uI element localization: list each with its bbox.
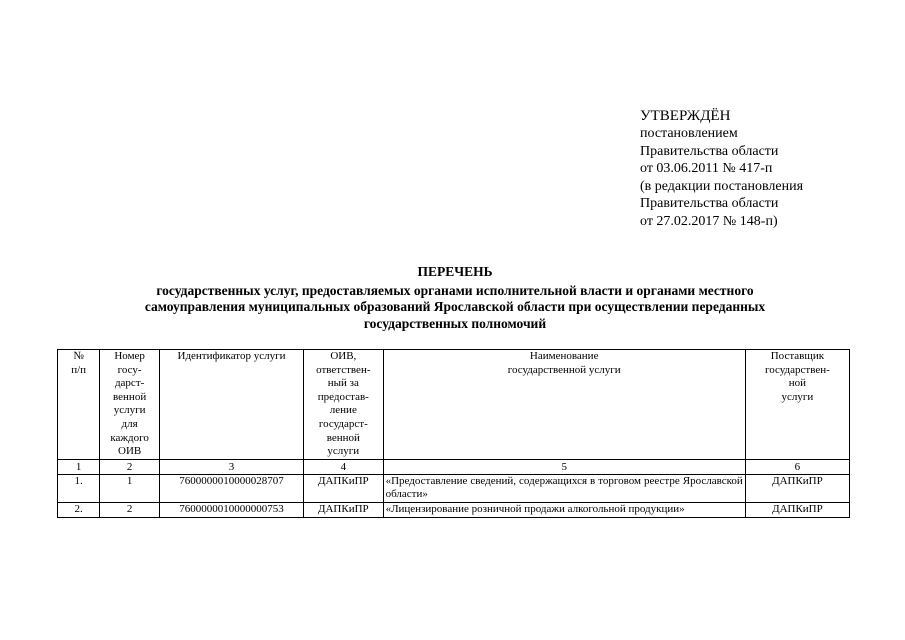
row-provider: ДАПКиПР [745, 502, 849, 517]
approval-line: Правительства области [640, 143, 779, 159]
table-row [58, 474, 850, 502]
approval-line: (в редакции постановления [640, 178, 804, 194]
approval-stamp [640, 107, 890, 230]
approval-line: от 27.02.2017 № 148-п) [640, 213, 778, 229]
column-number: 5 [383, 459, 745, 474]
approval-title: УТВЕРЖДЁН [640, 108, 731, 124]
approval-line: от 03.06.2011 № 417-п [640, 161, 773, 176]
table-header-row [58, 350, 850, 460]
row-number: 1. [58, 474, 100, 502]
column-number: 6 [745, 459, 849, 474]
row-service-name: «Лицензирование розничной продажи алкогольной продукции» [383, 502, 745, 517]
column-number: 3 [159, 459, 303, 474]
row-provider: ДАПКиПР [745, 474, 849, 502]
header-oiv-number: Номер госу- дарст- венной услуги для каждого ОИВ [100, 350, 160, 460]
document-heading [60, 264, 850, 332]
column-number-row [58, 459, 850, 474]
services-table [57, 349, 850, 518]
row-oiv-number: 2 [100, 502, 160, 517]
column-number: 2 [100, 459, 160, 474]
row-oiv: ДАПКиПР [304, 502, 384, 517]
header-number: № п/п [58, 350, 100, 460]
document-title: ПЕРЕЧЕНЬ [417, 264, 493, 279]
column-number: 1 [58, 459, 100, 474]
row-identifier: 7600000010000028707 [159, 474, 303, 502]
document-subtitle-line: государственных услуг, предоставляемых органами исполнительной власти и органами местного [156, 282, 754, 298]
header-oiv: ОИВ, ответствен- ный за предостав- ление государст- венной услуги [304, 350, 384, 460]
row-service-name: «Предоставление сведений, содержащихся в торговом реестре Ярославской области» [383, 474, 745, 502]
header-service-name: Наименование государственной услуги [383, 350, 745, 460]
row-oiv: ДАПКиПР [304, 474, 384, 502]
table-row [58, 502, 850, 517]
column-number: 4 [304, 459, 384, 474]
document-subtitle-line: государственных полномочий [363, 315, 547, 331]
document-subtitle-line: самоуправления муниципальных образований Ярославской области при осуществлении переданных [144, 299, 766, 314]
approval-line: Правительства области [640, 196, 779, 211]
row-oiv-number: 1 [100, 474, 160, 502]
row-number: 2. [58, 502, 100, 517]
approval-line: постановлением [640, 126, 738, 141]
header-identifier: Идентификатор услуги [159, 350, 303, 460]
header-provider: Поставщик государствен- ной услуги [745, 350, 849, 460]
row-identifier: 7600000010000000753 [159, 502, 303, 517]
